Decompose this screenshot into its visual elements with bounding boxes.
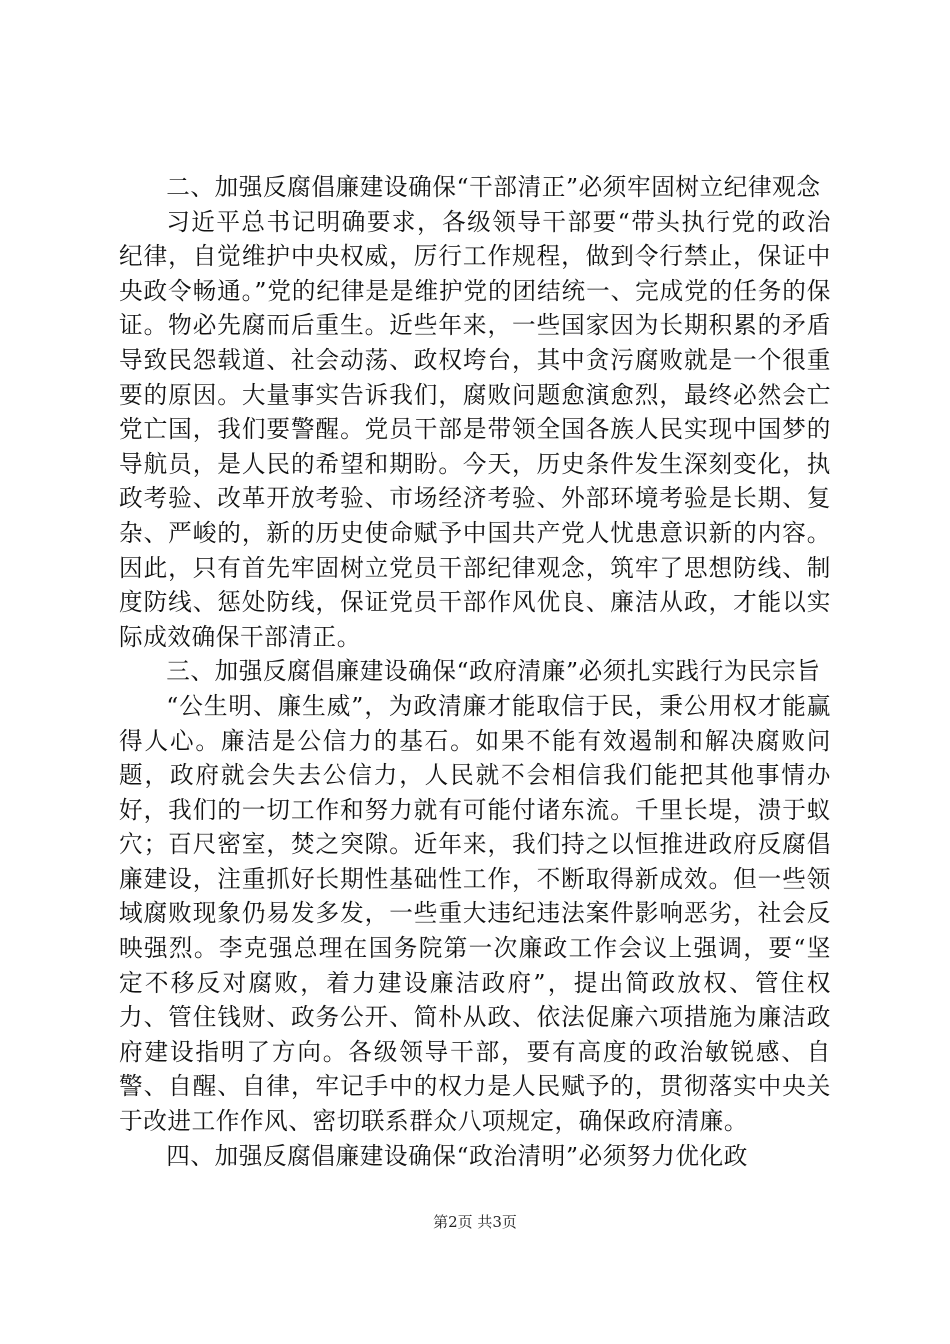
section-heading-two: 二、加强反腐倡廉建设确保“干部清正”必须牢固树立纪律观念: [166, 173, 821, 201]
body-paragraph: 习近平总书记明确要求，各级领导干部要“带头执行党的政治纪律，自觉维护中央权威，厉行工作规程，做到令行禁止，保证中央政令畅通。”党的纪律是是维护党的团结统一、完成党的任务的保证。物必先腐而后重生。近些年来，一些国家因为长期积累的矛盾导致民怨载道、社会动荡、政权垮台，其中贪污腐败就是一个很重要的原因。大量事实告诉我们，腐败问题愈演愈烈，最终必然会亡党亡国，我们要警醒。党员干部是带领全国各族人民实现中国梦的导航员，是人民的希望和期盼。今天，历史条件发生深刻变化，执政考验、改革开放考验、市场经济考验、外部环境考验是长期、复杂、严峻的，新的历史使命赋予中国共产党人忧患意识新的内容。因此，只有首先牢固树立党员干部纪律观念，筑牢了思想防线、制度防线、惩处防线，保证党员干部作风优良、廉洁从政，才能以实际成效确保干部清正。: [119, 207, 831, 651]
document-body: [119, 170, 831, 1173]
body-paragraph: “公生明、廉生威”，为政清廉才能取信于民，秉公用权才能赢得人心。廉洁是公信力的基石。如果不能有效遏制和解决腐败问题，政府就会失去公信力，人民就不会相信我们能把其他事情办好，我们的一切工作和努力就有可能付诸东流。千里长堤，溃于蚁穴；百尺密室，焚之突隙。近年来，我们持之以恒推进政府反腐倡廉建设，注重抓好长期性基础性工作，不断取得新成效。但一些领域腐败现象仍易发多发，一些重大违纪违法案件影响恶劣，社会反映强烈。李克强总理在国务院第一次廉政工作会议上强调，要“坚定不移反对腐败，着力建设廉洁政府”，提出简政放权、管住权力、管住钱财、政务公开、简朴从政、依法促廉六项措施为廉洁政府建设指明了方向。各级领导干部，要有高度的政治敏锐感、自警、自醒、自律，牢记手中的权力是人民赋予的，贯彻落实中央关于改进工作作风、密切联系群众八项规定，确保政府清廉。: [119, 691, 831, 1136]
section-heading-four: 四、加强反腐倡廉建设确保“政治清明”必须努力优化政: [166, 1141, 748, 1170]
section-heading-three: 三、加强反腐倡廉建设确保“政府清廉”必须扎实践行为民宗旨: [166, 657, 821, 686]
page-footer: 第2页 共3页: [433, 1213, 517, 1231]
